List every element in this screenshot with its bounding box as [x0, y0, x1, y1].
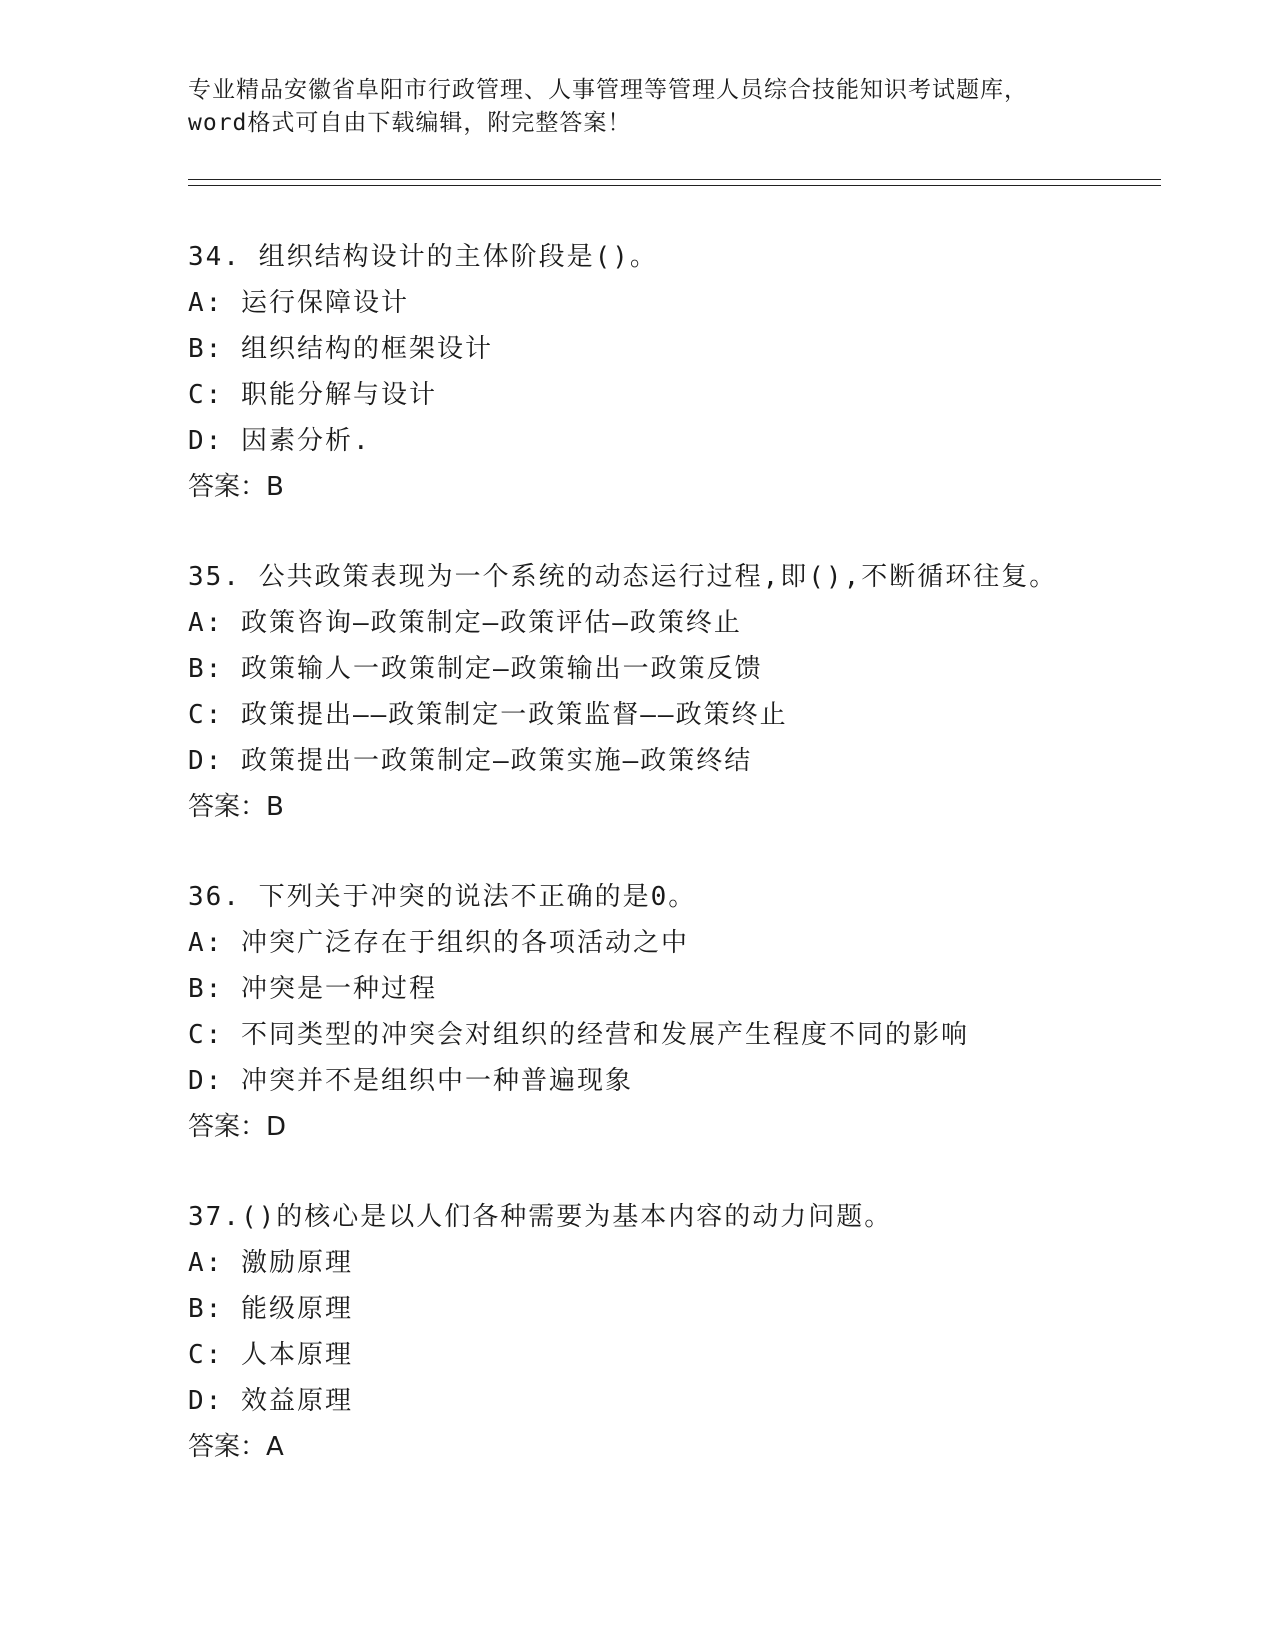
- question-stem: 34. 组织结构设计的主体阶段是()。: [188, 242, 658, 272]
- header-line-2: word格式可自由下载编辑，附完整答案！: [188, 110, 632, 136]
- question-36: [188, 874, 1188, 1150]
- question-stem: 35. 公共政策表现为一个系统的动态运行过程,即(),不断循环往复。: [188, 562, 1058, 592]
- header-line-1: 专业精品安徽省阜阳市行政管理、人事管理等管理人员综合技能知识考试题库，: [188, 77, 1028, 103]
- option-b: B: 冲突是一种过程: [188, 974, 437, 1004]
- option-b: B: 组织结构的框架设计: [188, 334, 493, 364]
- option-a: A: 激励原理: [188, 1248, 353, 1278]
- option-d: D: 冲突并不是组织中一种普遍现象: [188, 1066, 633, 1096]
- option-c: C: 职能分解与设计: [188, 380, 437, 410]
- document-header: [188, 74, 1088, 140]
- option-d: D: 政策提出一政策制定—政策实施—政策终结: [188, 746, 753, 776]
- option-a: A: 政策咨询—政策制定—政策评估—政策终止: [188, 608, 742, 638]
- option-d: D: 因素分析.: [188, 426, 371, 456]
- option-b: B: 政策输人一政策制定—政策输出一政策反馈: [188, 654, 763, 684]
- question-34: [188, 234, 1188, 510]
- option-c: C: 人本原理: [188, 1340, 353, 1370]
- question-37: [188, 1194, 1188, 1470]
- header-divider-bottom: [188, 185, 1161, 186]
- answer: 答案：B: [188, 792, 284, 822]
- question-stem: 37.()的核心是以人们各种需要为基本内容的动力问题。: [188, 1202, 893, 1232]
- option-b: B: 能级原理: [188, 1294, 353, 1324]
- answer: 答案：B: [188, 472, 284, 502]
- question-35: [188, 554, 1188, 830]
- option-a: A: 冲突广泛存在于组织的各项活动之中: [188, 928, 689, 958]
- option-c: C: 政策提出——政策制定一政策监督——政策终止: [188, 700, 788, 730]
- header-divider-top: [188, 179, 1161, 180]
- answer: 答案：A: [188, 1432, 284, 1462]
- option-a: A: 运行保障设计: [188, 288, 409, 318]
- option-d: D: 效益原理: [188, 1386, 353, 1416]
- question-stem: 36. 下列关于冲突的说法不正确的是0。: [188, 882, 697, 912]
- answer: 答案：D: [188, 1112, 287, 1142]
- option-c: C: 不同类型的冲突会对组织的经营和发展产生程度不同的影响: [188, 1020, 969, 1050]
